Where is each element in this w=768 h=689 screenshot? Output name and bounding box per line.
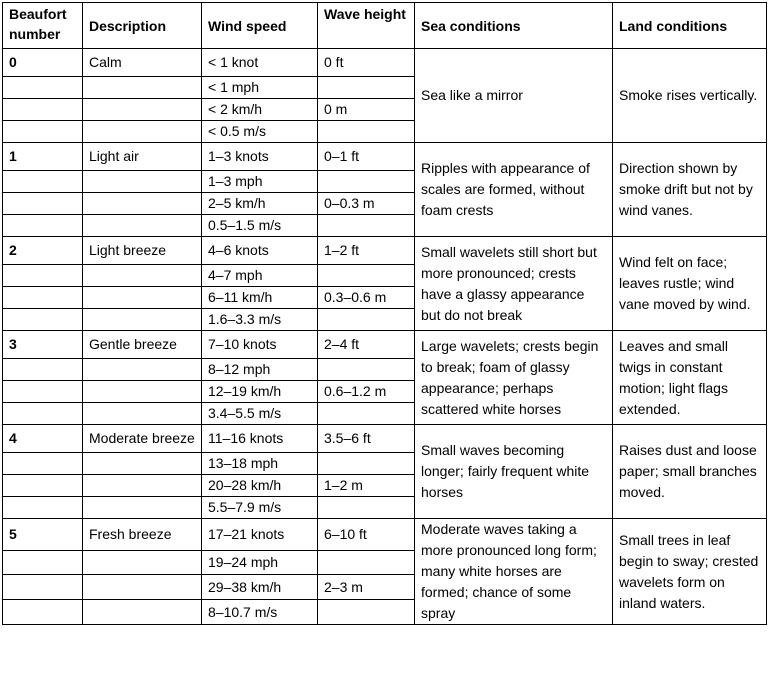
wind-speed-cell: 12–19 km/h bbox=[202, 381, 318, 403]
wind-speed-cell: 4–6 knots bbox=[202, 237, 318, 265]
description-empty bbox=[83, 287, 202, 309]
header-wind-speed: Wind speed bbox=[202, 3, 318, 49]
wind-speed-cell: < 2 km/h bbox=[202, 99, 318, 121]
wind-speed-cell: 8–12 mph bbox=[202, 359, 318, 381]
beaufort-number-empty bbox=[3, 287, 83, 309]
beaufort-number-empty bbox=[3, 475, 83, 497]
beaufort-number-empty bbox=[3, 121, 83, 143]
table-row bbox=[3, 237, 767, 265]
beaufort-number-empty bbox=[3, 381, 83, 403]
header-row bbox=[3, 3, 767, 49]
wind-speed-cell: 1–3 knots bbox=[202, 143, 318, 171]
description-cell: Gentle breeze bbox=[83, 331, 202, 359]
land-conditions-cell: Direction shown by smoke drift but not by wind vanes. bbox=[613, 143, 767, 237]
description-empty bbox=[83, 381, 202, 403]
wave-height-m: 0 m bbox=[318, 99, 415, 121]
wind-speed-cell: 0.5–1.5 m/s bbox=[202, 215, 318, 237]
sea-conditions-cell: Small waves becoming longer; fairly frequent white horses bbox=[415, 425, 613, 519]
wind-speed-cell: < 0.5 m/s bbox=[202, 121, 318, 143]
description-cell: Light breeze bbox=[83, 237, 202, 265]
wind-speed-cell: 19–24 mph bbox=[202, 550, 318, 575]
description-empty bbox=[83, 265, 202, 287]
wave-height-empty bbox=[318, 403, 415, 425]
sea-conditions-cell: Moderate waves taking a more pronounced long form; many white horses are formed; chance of some spray bbox=[415, 519, 613, 625]
wave-height-empty bbox=[318, 600, 415, 625]
description-empty bbox=[83, 575, 202, 600]
wave-height-m: 0–0.3 m bbox=[318, 193, 415, 215]
wave-height-m: 0.6–1.2 m bbox=[318, 381, 415, 403]
wave-height-m: 1–2 m bbox=[318, 475, 415, 497]
land-conditions-cell: Wind felt on face; leaves rustle; wind vane moved by wind. bbox=[613, 237, 767, 331]
wind-speed-cell: 20–28 km/h bbox=[202, 475, 318, 497]
table-row bbox=[3, 331, 767, 359]
beaufort-number: 5 bbox=[3, 519, 83, 551]
table-row bbox=[3, 49, 767, 77]
beaufort-number-empty bbox=[3, 265, 83, 287]
header-description: Description bbox=[83, 3, 202, 49]
land-conditions-cell: Raises dust and loose paper; small branches moved. bbox=[613, 425, 767, 519]
beaufort-number-empty bbox=[3, 575, 83, 600]
table-row bbox=[3, 143, 767, 171]
wave-height-empty bbox=[318, 265, 415, 287]
table-body bbox=[3, 49, 767, 625]
description-cell: Calm bbox=[83, 49, 202, 77]
wind-speed-cell: 17–21 knots bbox=[202, 519, 318, 551]
wave-height-empty bbox=[318, 497, 415, 519]
beaufort-number-empty bbox=[3, 309, 83, 331]
table-header bbox=[3, 3, 767, 49]
beaufort-number-empty bbox=[3, 215, 83, 237]
beaufort-number-empty bbox=[3, 193, 83, 215]
wind-speed-cell: 1–3 mph bbox=[202, 171, 318, 193]
description-cell: Fresh breeze bbox=[83, 519, 202, 551]
wind-speed-cell: 4–7 mph bbox=[202, 265, 318, 287]
wave-height-ft: 2–4 ft bbox=[318, 331, 415, 359]
description-empty bbox=[83, 99, 202, 121]
beaufort-number-empty bbox=[3, 403, 83, 425]
description-empty bbox=[83, 403, 202, 425]
description-empty bbox=[83, 193, 202, 215]
sea-conditions-cell: Ripples with appearance of scales are formed, without foam crests bbox=[415, 143, 613, 237]
wind-speed-cell: 13–18 mph bbox=[202, 453, 318, 475]
description-empty bbox=[83, 77, 202, 99]
description-empty bbox=[83, 550, 202, 575]
wind-speed-cell: 29–38 km/h bbox=[202, 575, 318, 600]
table-row bbox=[3, 425, 767, 453]
wind-speed-cell: < 1 mph bbox=[202, 77, 318, 99]
wind-speed-cell: 7–10 knots bbox=[202, 331, 318, 359]
description-cell: Moderate breeze bbox=[83, 425, 202, 453]
wind-speed-cell: 3.4–5.5 m/s bbox=[202, 403, 318, 425]
header-wave-height: Wave height bbox=[318, 3, 415, 49]
description-empty bbox=[83, 171, 202, 193]
wave-height-ft: 0–1 ft bbox=[318, 143, 415, 171]
wave-height-ft: 0 ft bbox=[318, 49, 415, 77]
description-empty bbox=[83, 600, 202, 625]
wave-height-ft: 3.5–6 ft bbox=[318, 425, 415, 453]
description-empty bbox=[83, 497, 202, 519]
beaufort-number: 1 bbox=[3, 143, 83, 171]
description-empty bbox=[83, 475, 202, 497]
beaufort-number-empty bbox=[3, 600, 83, 625]
description-empty bbox=[83, 453, 202, 475]
wave-height-empty bbox=[318, 215, 415, 237]
wind-speed-cell: 2–5 km/h bbox=[202, 193, 318, 215]
beaufort-number-empty bbox=[3, 453, 83, 475]
table-row bbox=[3, 519, 767, 551]
wave-height-empty bbox=[318, 309, 415, 331]
description-empty bbox=[83, 359, 202, 381]
wave-height-empty bbox=[318, 121, 415, 143]
wind-speed-cell: 6–11 km/h bbox=[202, 287, 318, 309]
wave-height-ft: 6–10 ft bbox=[318, 519, 415, 551]
description-empty bbox=[83, 121, 202, 143]
wind-speed-cell: 11–16 knots bbox=[202, 425, 318, 453]
land-conditions-cell: Smoke rises vertically. bbox=[613, 49, 767, 143]
land-conditions-cell: Leaves and small twigs in constant motion; light flags extended. bbox=[613, 331, 767, 425]
wave-height-ft: 1–2 ft bbox=[318, 237, 415, 265]
land-conditions-cell: Small trees in leaf begin to sway; crested wavelets form on inland waters. bbox=[613, 519, 767, 625]
wind-speed-cell: 1.6–3.3 m/s bbox=[202, 309, 318, 331]
header-sea-conditions: Sea conditions bbox=[415, 3, 613, 49]
sea-conditions-cell: Large wavelets; crests begin to break; foam of glassy appearance; perhaps scattered white horses bbox=[415, 331, 613, 425]
beaufort-number-empty bbox=[3, 99, 83, 121]
beaufort-number-empty bbox=[3, 77, 83, 99]
header-land-conditions: Land conditions bbox=[613, 3, 767, 49]
description-cell: Light air bbox=[83, 143, 202, 171]
beaufort-number: 2 bbox=[3, 237, 83, 265]
beaufort-number-empty bbox=[3, 550, 83, 575]
wave-height-empty bbox=[318, 453, 415, 475]
wave-height-m: 2–3 m bbox=[318, 575, 415, 600]
description-empty bbox=[83, 215, 202, 237]
beaufort-number: 3 bbox=[3, 331, 83, 359]
wind-speed-cell: < 1 knot bbox=[202, 49, 318, 77]
wind-speed-cell: 8–10.7 m/s bbox=[202, 600, 318, 625]
header-beaufort-number: Beaufort number bbox=[3, 3, 83, 49]
beaufort-scale-table bbox=[2, 2, 767, 625]
wave-height-empty bbox=[318, 171, 415, 193]
wind-speed-cell: 5.5–7.9 m/s bbox=[202, 497, 318, 519]
beaufort-number-empty bbox=[3, 497, 83, 519]
sea-conditions-cell: Small wavelets still short but more pronounced; crests have a glassy appearance but do not break bbox=[415, 237, 613, 331]
wave-height-empty bbox=[318, 359, 415, 381]
wave-height-m: 0.3–0.6 m bbox=[318, 287, 415, 309]
sea-conditions-cell: Sea like a mirror bbox=[415, 49, 613, 143]
beaufort-number: 0 bbox=[3, 49, 83, 77]
description-empty bbox=[83, 309, 202, 331]
beaufort-number-empty bbox=[3, 359, 83, 381]
wave-height-empty bbox=[318, 550, 415, 575]
beaufort-number-empty bbox=[3, 171, 83, 193]
beaufort-number: 4 bbox=[3, 425, 83, 453]
wave-height-empty bbox=[318, 77, 415, 99]
